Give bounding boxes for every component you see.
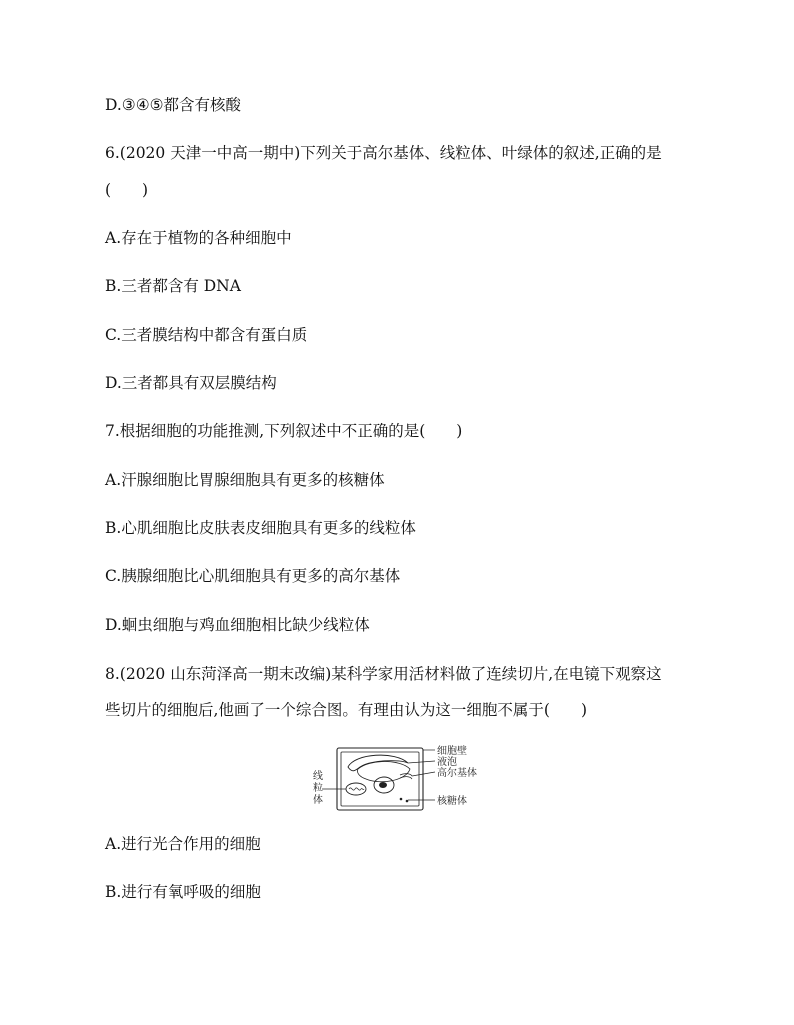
label-mito-3: 体 <box>313 795 323 806</box>
question-6-option-a: A.存在于植物的各种细胞中 <box>105 229 292 247</box>
cell-wall-inner <box>341 752 419 806</box>
question-8-stem-line-1: 8.(2020 山东菏泽高一期末改编)某科学家用活材料做了连续切片,在电镜下观察这 <box>105 665 662 683</box>
question-6-option-c: C.三者膜结构中都含有蛋白质 <box>105 326 308 344</box>
question-7-option-c: C.胰腺细胞比心肌细胞具有更多的高尔基体 <box>105 567 401 585</box>
label-ribosome: 核糖体 <box>437 796 467 807</box>
question-7-stem: 7.根据细胞的功能推测,下列叙述中不正确的是( ) <box>105 422 463 440</box>
question-7-option-d: D.蛔虫细胞与鸡血细胞相比缺少线粒体 <box>105 616 370 634</box>
question-6-option-d: D.三者都具有双层膜结构 <box>105 374 277 392</box>
ribosome-dot <box>400 798 403 801</box>
vacuole-inner-shape <box>357 762 410 782</box>
cell-diagram <box>300 745 510 815</box>
label-cell-wall: 细胞壁 <box>437 746 467 757</box>
question-7-option-b: B.心肌细胞比皮肤表皮细胞具有更多的线粒体 <box>105 519 416 537</box>
question-7-option-a: A.汗腺细胞比胃腺细胞具有更多的核糖体 <box>105 471 385 489</box>
ribosome-dot <box>406 800 409 803</box>
question-8-stem-line-2: 些切片的细胞后,他画了一个综合图。有理由认为这一细胞不属于( ) <box>105 701 588 719</box>
nucleolus-shape <box>379 782 387 788</box>
label-vacuole: 液泡 <box>437 757 457 768</box>
label-mito-2: 粒 <box>313 783 323 794</box>
question-6-stem: 6.(2020 天津一中高一期中)下列关于高尔基体、线粒体、叶绿体的叙述,正确的是 <box>105 144 662 162</box>
cell-diagram-svg <box>300 745 510 815</box>
leader-vacuole <box>408 761 435 763</box>
question-8-option-a: A.进行光合作用的细胞 <box>105 835 261 853</box>
label-mito-1: 线 <box>313 771 323 782</box>
question-8-option-b: B.进行有氧呼吸的细胞 <box>105 883 261 901</box>
question-6-option-b: B.三者都含有 DNA <box>105 277 241 295</box>
mitochondrion-cristae <box>349 788 364 790</box>
question-6-blank: ( ) <box>105 181 149 199</box>
q5-option-d: D.③④⑤都含有核酸 <box>105 96 241 114</box>
cell-wall-outer <box>337 748 423 810</box>
label-golgi: 高尔基体 <box>437 768 477 779</box>
